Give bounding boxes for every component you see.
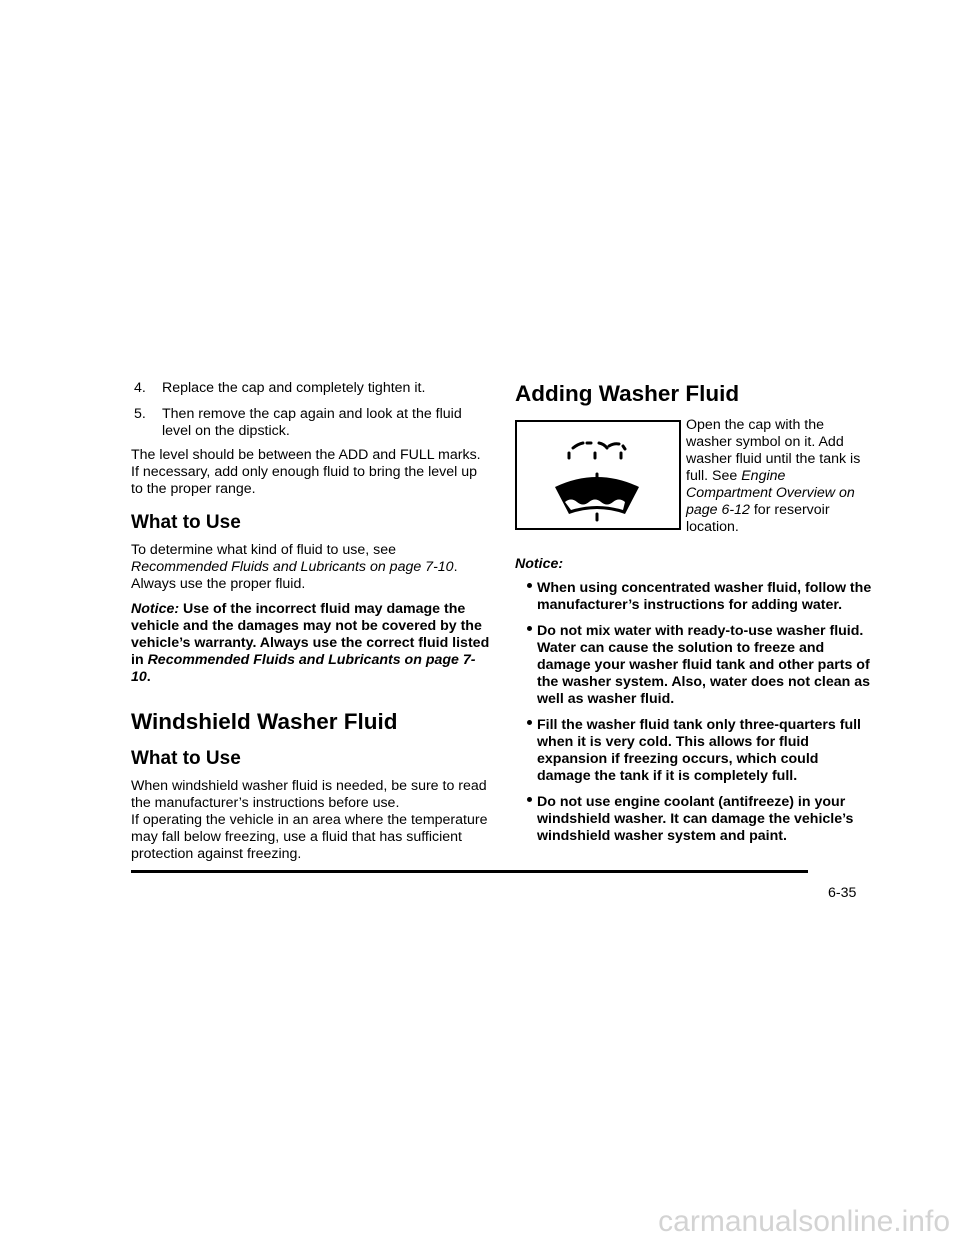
step-text: Then remove the cap again and look at the fluid level on the dipstick.: [162, 406, 462, 439]
step-text: Replace the cap and completely tighten it.: [162, 380, 426, 396]
washer-symbol-box: [515, 420, 681, 530]
step-5: [134, 406, 491, 440]
what-to-use-intro: To determine what kind of fluid to use, see: [131, 542, 396, 558]
bullet-icon: [527, 626, 532, 631]
list-item: [527, 623, 875, 708]
what-to-use-heading: What to Use: [131, 512, 241, 533]
list-item: [527, 580, 875, 614]
bullet-text: When using concentrated washer fluid, follow the manufacturer’s instructions for adding water.: [537, 580, 872, 613]
bullet-text: Fill the washer fluid tank only three-quarters full when it is very cold. This allows for fluid expansion if freezing occurs, which could damage the tank if it is completely full.: [537, 717, 861, 784]
level-paragraph: The level should be between the ADD and FULL marks. If necessary, add only enough fluid to bring the level up to the proper range.: [131, 447, 481, 497]
right-column: [515, 380, 875, 844]
washer-what-paragraph-2: If operating the vehicle in an area where the temperature may fall below freezing, use a fluid that has sufficient protection against freezing.: [131, 812, 488, 862]
notice-end: .: [146, 669, 151, 685]
footer-rule: [131, 870, 808, 873]
step-number: 5.: [134, 406, 146, 422]
bullet-icon: [527, 720, 532, 725]
what-to-use-outro: . Always use the proper fluid.: [131, 559, 458, 592]
adding-washer-heading: Adding Washer Fluid: [515, 381, 740, 406]
section-heading: Windshield Washer Fluid: [131, 709, 398, 734]
fluids-reference-link: Recommended Fluids and Lubricants on page 7-10: [131, 559, 454, 575]
windshield-washer-icon: [517, 422, 679, 528]
list-item: [527, 717, 875, 785]
washer-what-paragraph-1: When windshield washer fluid is needed, be sure to read the manufacturer’s instructions before use.: [131, 778, 487, 811]
open-text-b: for reservoir location.: [686, 502, 830, 535]
open-cap-paragraph: [686, 417, 866, 536]
bullet-text: Do not use engine coolant (antifreeze) in your windshield washer. It can damage the vehicle’s windshield washer system and paint.: [537, 794, 854, 844]
notice-label: [515, 556, 875, 573]
open-text-a: Open the cap with the washer symbol on it. Add washer fluid until the tank is full. See: [686, 417, 861, 484]
notice-paragraph: [131, 601, 491, 686]
notice-bullet-list: [515, 580, 875, 845]
bullet-text: Do not mix water with ready-to-use washer fluid. Water can cause the solution to freeze and damage your washer fluid tank and other parts of the washer system. Also, water does not clean as well as washer fluid.: [537, 623, 871, 707]
left-column: [131, 380, 491, 863]
watermark: carmanualsonline.info: [658, 1205, 950, 1238]
engine-compartment-reference: Engine Compartment Overview on page 6-12: [686, 468, 855, 518]
notice-reference: Recommended Fluids and Lubricants on page 7-10: [131, 652, 476, 685]
washer-what-to-use-heading: What to Use: [131, 748, 241, 769]
step-number: 4.: [134, 380, 146, 396]
page-number: 6-35: [828, 885, 857, 901]
list-item: [527, 794, 875, 845]
step-4: [134, 380, 491, 397]
bullet-icon: [527, 797, 532, 802]
notice-label-text: Notice:: [515, 556, 564, 572]
what-to-use-paragraph: [131, 542, 491, 593]
bullet-icon: [527, 583, 532, 588]
notice-text: Use of the incorrect fluid may damage the vehicle and the damages may not be covered by the vehicle’s warranty. Always use the correct fluid listed in: [131, 601, 490, 668]
notice-label: Notice:: [131, 601, 180, 617]
notice-block: [515, 556, 875, 854]
